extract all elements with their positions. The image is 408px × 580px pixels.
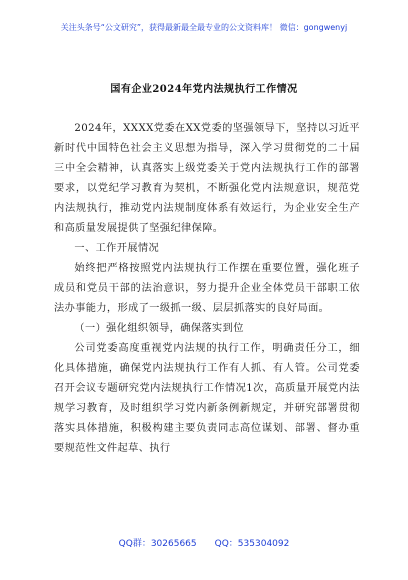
qq-number: QQ：535304092 [214, 539, 290, 549]
section-heading: 一、工作开展情况 [74, 243, 160, 254]
footer-contact [0, 539, 408, 550]
subsection-paragraph: 公司党委高度重视党内法规的执行工作，明确责任分工，细化具体措施，确保党内法规执行工作有人抓、有人管。公司党委召开会议专题研究党内法规执行工作情况1次，高质量开展党内法规学习教育，及时组织学习党内新条例新规定，并研究部署贯彻落实具体措施，积极构建主要负责同志高位谋划、部署、督办重要规范性文件起草、执行 [54, 343, 360, 454]
header-promo-note: 关注头条号“公文研究”，获得最新最全最专业的公文资料库！ 微信：gongwenyj [60, 23, 348, 32]
intro-paragraph: 2024年，XXXX党委在XX党委的坚强领导下，坚持以习近平新时代中国特色社会主义思想为指导，深入学习贯彻党的二十届三中全会精神，认真落实上级党委关于党内法规执行工作的部署要求，以党纪学习教育为契机，不断强化党内法规意识，规范党内法规执行，推动党内法规制度体系有效运行，为企业安全生产和高质量发展提供了坚强纪律保障。 [54, 123, 360, 234]
qq-group-number: QQ群：30265665 [118, 539, 197, 549]
page-title: 国有企业2024年党内法规执行工作情况 [110, 84, 298, 95]
section-paragraph: 始终把严格按照党内法规执行工作摆在重要位置，强化班子成员和党员干部的法治意识，努力提升企业全体党员干部职工依法办事能力，形成了一级抓一级、层层抓落实的良好局面。 [54, 263, 360, 314]
subsection-heading: （一）强化组织领导，确保落实到位 [74, 323, 244, 334]
document-body [54, 119, 360, 459]
